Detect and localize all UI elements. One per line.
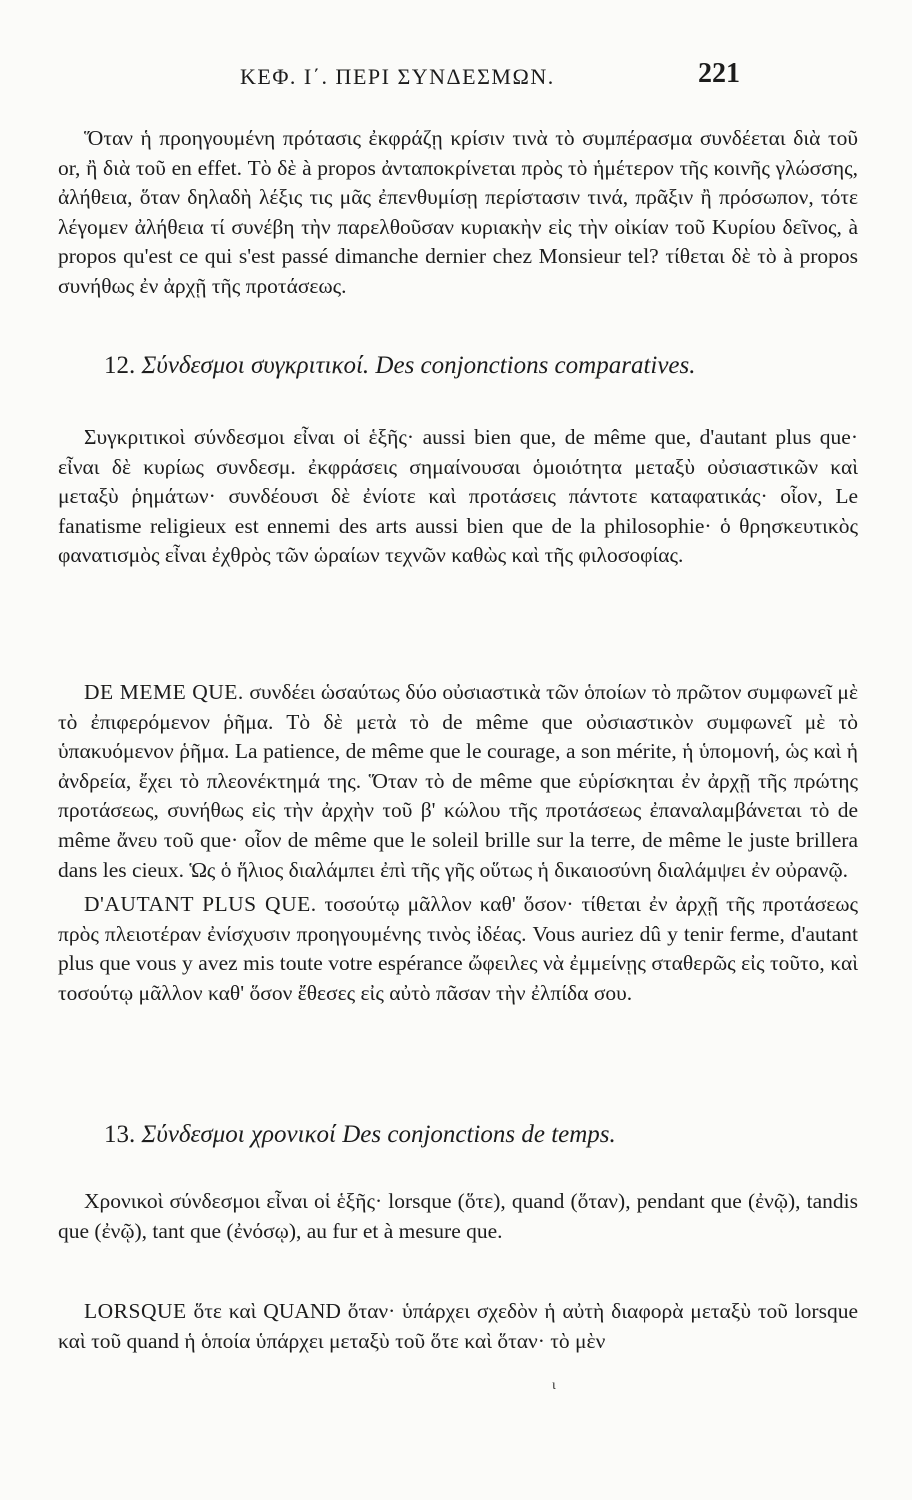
entry-lead: DE MEME QUE. — [84, 680, 244, 704]
paragraph-de-meme-que — [58, 678, 858, 885]
paragraph-dautant-plus-que — [58, 890, 858, 1008]
section-greek-title: Σύνδεσμοι συγκριτικοί. — [141, 352, 370, 379]
paragraph-lorsque-quand — [58, 1297, 858, 1356]
section-heading-13 — [104, 1121, 616, 1149]
paragraph-comparatives — [58, 423, 858, 571]
footer-mark: ι — [552, 1378, 556, 1393]
paragraph-text: Χρονικοὶ σύνδεσμοι εἶναι οἱ ἑξῆς· lorsque (ὅτε), quand (ὅταν), pendant que (ἐνῷ), tandis que (ἐνῷ), tant que (ἐνόσῳ), au fur et à mesure que. — [58, 1189, 858, 1243]
section-number: 13. — [104, 1121, 136, 1148]
section-french-title: Des conjonctions comparatives. — [375, 352, 696, 379]
section-french-title: Des conjonctions de temps. — [342, 1121, 616, 1148]
paragraph-text: Συγκριτικοὶ σύνδεσμοι εἶναι οἱ ἑξῆς· aussi bien que, de même que, d'autant plus que· εἶναι δὲ κυρίως συνδεσμ. ἐκφράσεις σημαίνουσαι ὁμοιότητα μεταξὺ οὐσιαστικῶν καὶ μεταξὺ ῥημάτων· συνδέουσι δὲ ἐνίοτε καὶ προτάσεις πάντοτε καταφατικάς· οἷον, Le fanatisme religieux est ennemi des arts aussi bien que de la philosophie· ὁ θρησκευτικὸς φανατισμὸς εἶναι ἐχθρὸς τῶν ὡραίων τεχνῶν καθὼς καὶ τῆς φιλοσοφίας. — [58, 425, 858, 568]
paragraph-text: Ὅταν ἡ προηγουμένη πρότασις ἐκφράζῃ κρίσιν τινὰ τὸ συμπέρασμα συνδέεται διὰ τοῦ or, ἢ διὰ τοῦ en effet. Τὸ δὲ à propos ἀνταποκρίνεται πρὸς τὸ ἡμέτερον τῆς κοινῆς γλώσσης, ἀλήθεια, ὅταν δηλαδὴ λέξις τις μᾶς ἐπενθυμίσῃ περίστασιν τινά, πρᾶξιν ἢ πρόσωπον, τότε λέγομεν ἀλήθεια τί συνέβη τὴν παρελθοῦσαν κυριακὴν εἰς τὴν οἰκίαν τοῦ Κυρίου δεῖνος, à propos qu'est ce qui s'est passé dimanche dernier chez Monsieur tel? τίθεται δὲ τὸ à propos συνήθως ἐν ἀρχῇ τῆς προτάσεως. — [58, 126, 858, 298]
entry-lead: LORSQUE — [84, 1299, 187, 1323]
paragraph-text: τοσούτῳ μᾶλλον καθ' ὅσον· τίθεται ἐν ἀρχῇ τῆς προτάσεως πρὸς πλειοτέραν ἐνίσχυσιν προηγουμένης τινὸς ἰδέας. Vous auriez dû y tenir ferme, d'autant plus que vous y avez mis toute votre espérance ὤφειλες νὰ ἐμμείνῃς σταθερῶς εἰς τοῦτο, καὶ τοσούτῳ μᾶλλον καθ' ὅσον ἔθεσες εἰς αὐτὸ πᾶσαν τὴν ἐλπίδα σου. — [58, 892, 858, 1005]
running-head — [200, 58, 740, 98]
page-number: 221 — [698, 58, 740, 89]
section-number: 12. — [104, 352, 136, 379]
paragraph-conclusion — [58, 124, 858, 302]
paragraph-text: ὅτε καὶ QUAND ὅταν· ὑπάρχει σχεδὸν ἡ αὐτὴ διαφορὰ μεταξὺ τοῦ lorsque καὶ τοῦ quand ἡ ὁποία ὑπάρχει μεταξὺ τοῦ ὅτε καὶ ὅταν· τὸ μὲν — [58, 1299, 859, 1353]
paragraph-temporal — [58, 1187, 858, 1246]
paragraph-text: συνδέει ὡσαύτως δύο οὐσιαστικὰ τῶν ὁποίων τὸ πρῶτον συμφωνεῖ μὲ τὸ ἐπιφερόμενον ῥῆμα. Τὸ δὲ μετὰ τὸ de même que οὐσιαστικὸν συμφωνεῖ μὲ τὸ ὑπακυόμενον ῥῆμα. La patience, de même que le courage, a son mérite, ἡ ὑπομονή, ὡς καὶ ἡ ἀνδρεία, ἔχει τὸ πλεονέκτημά της. Ὅταν τὸ de même que εὑρίσκηται ἐν ἀρχῇ τῆς πρώτης προτάσεως, συνήθως εἰς τὴν ἀρχὴν τοῦ β' κώλου τῆς προτάσεως ἐπαναλαμβάνεται τὸ de même ἄνευ τοῦ que· οἷον de même que le soleil brille sur la terre, de même le juste brillera dans les cieux. Ὡς ὁ ἥλιος διαλάμπει ἐπὶ τῆς γῆς οὕτως ἡ δικαιοσύνη διαλάμψει ἐν οὐρανῷ. — [58, 680, 858, 882]
entry-lead: D'AUTANT PLUS QUE. — [84, 892, 317, 916]
section-heading-12 — [104, 352, 696, 380]
running-title: ΚΕΦ. Ι΄. ΠΕΡΙ ΣΥΝΔΕΣΜΩΝ. — [240, 64, 555, 89]
section-greek-title: Σύνδεσμοι χρονικοί — [141, 1121, 336, 1148]
